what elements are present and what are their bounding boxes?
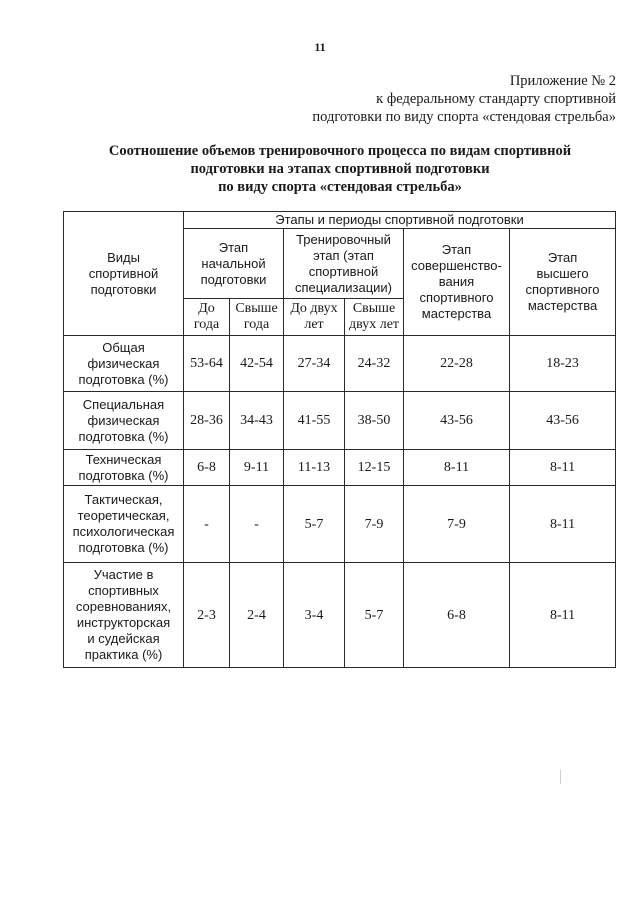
scan-mark — [560, 770, 561, 784]
sub-upto-year: До года — [184, 299, 230, 336]
table-cell: 53-64 — [184, 336, 230, 392]
table-cell: 2-3 — [184, 563, 230, 668]
table-cell: 18-23 — [510, 336, 616, 392]
table-cell: 6-8 — [184, 450, 230, 486]
sub-over-two-years: Свыше двух лет — [345, 299, 404, 336]
table-cell: 8-11 — [510, 450, 616, 486]
table-cell: 28-36 — [184, 392, 230, 450]
table-cell: 9-11 — [230, 450, 284, 486]
row-label: Участие в спортивных соревнованиях, инструкторская и судейская практика (%) — [64, 563, 184, 668]
table-cell: 43-56 — [404, 392, 510, 450]
row-label: Техническая подготовка (%) — [64, 450, 184, 486]
table-cell: 12-15 — [345, 450, 404, 486]
table-row — [64, 392, 616, 450]
corner-header: Виды спортивной подготовки — [64, 212, 184, 336]
appendix-line-2: к федеральному стандарту спортивной — [376, 91, 616, 107]
table-cell: 42-54 — [230, 336, 284, 392]
appendix-header — [312, 72, 616, 126]
stage-initial-header: Этап начальной подготовки — [184, 229, 284, 299]
table-cell: 11-13 — [284, 450, 345, 486]
table-cell: 2-4 — [230, 563, 284, 668]
table-row — [64, 563, 616, 668]
stage-improvement-header: Этап совершенство- вания спортивного мастерства — [404, 229, 510, 336]
table-cell: 8-11 — [404, 450, 510, 486]
table-cell: 22-28 — [404, 336, 510, 392]
title-line-2: подготовки на этапах спортивной подготовки — [190, 161, 490, 177]
row-label: Общая физическая подготовка (%) — [64, 336, 184, 392]
stage-highest-header: Этап высшего спортивного мастерства — [510, 229, 616, 336]
row-label: Тактическая, теоретическая, психологическая подготовка (%) — [64, 486, 184, 563]
table-cell: 5-7 — [284, 486, 345, 563]
sub-upto-two-years: До двух лет — [284, 299, 345, 336]
table-row — [64, 450, 616, 486]
group-header: Этапы и периоды спортивной подготовки — [184, 212, 616, 229]
table-cell: 3-4 — [284, 563, 345, 668]
table-cell: 24-32 — [345, 336, 404, 392]
document-title — [0, 142, 640, 196]
table-cell: 8-11 — [510, 563, 616, 668]
appendix-line-1: Приложение № 2 — [509, 73, 616, 89]
table-cell: 8-11 — [510, 486, 616, 563]
sub-over-year: Свыше года — [230, 299, 284, 336]
table-cell: 7-9 — [404, 486, 510, 563]
table-cell: 41-55 — [284, 392, 345, 450]
training-ratio-table — [63, 211, 616, 668]
table-cell: 5-7 — [345, 563, 404, 668]
table-cell: 6-8 — [404, 563, 510, 668]
table-cell: - — [230, 486, 284, 563]
table-row — [64, 486, 616, 563]
table-cell: 43-56 — [510, 392, 616, 450]
title-line-1: Соотношение объемов тренировочного процесса по видам спортивной — [108, 143, 572, 159]
stage-training-header: Тренировочный этап (этап спортивной специализации) — [284, 229, 404, 299]
table-cell: 7-9 — [345, 486, 404, 563]
table-cell: - — [184, 486, 230, 563]
title-line-3: по виду спорта «стендовая стрельба» — [218, 179, 462, 195]
table-cell: 34-43 — [230, 392, 284, 450]
table-cell: 27-34 — [284, 336, 345, 392]
table-cell: 38-50 — [345, 392, 404, 450]
row-label: Специальная физическая подготовка (%) — [64, 392, 184, 450]
page-number: 11 — [314, 40, 326, 54]
appendix-line-3: подготовки по виду спорта «стендовая стрельба» — [312, 109, 616, 125]
table-row — [64, 336, 616, 392]
